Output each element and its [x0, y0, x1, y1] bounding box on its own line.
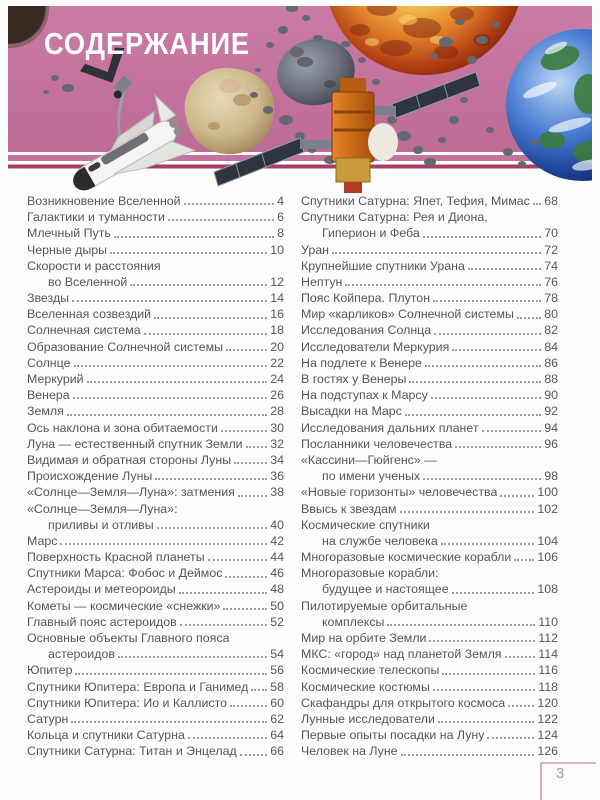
- toc-entry: [27, 582, 284, 598]
- dot-leader: [514, 559, 534, 561]
- toc-entry-page: 72: [544, 242, 558, 257]
- toc-entry: [301, 711, 558, 727]
- toc-entry-page: 26: [270, 388, 284, 403]
- dot-leader: [251, 689, 267, 691]
- toc-entry: [27, 193, 284, 209]
- toc-entry: [27, 242, 284, 258]
- toc-entry-page: 70: [544, 226, 558, 241]
- toc-entry: [27, 420, 284, 436]
- dot-leader: [387, 624, 535, 626]
- toc-entry: [27, 695, 284, 711]
- toc-entry-title: Солнечная система: [27, 323, 141, 338]
- toc-entry-title: Ось наклона и зона обитаемости: [27, 420, 218, 435]
- toc-entry-title: Кометы — космические «снежки»: [27, 598, 221, 613]
- toc-entry: [27, 371, 284, 387]
- toc-entry: [27, 452, 284, 468]
- toc-entry-title: Образование Солнечной системы: [27, 339, 224, 354]
- toc-entry-page: 74: [544, 258, 558, 273]
- toc-entry-title: Скорости и расстояния: [27, 258, 161, 273]
- toc-entry-title: Спутники Юпитера: Европа и Ганимед: [27, 679, 249, 694]
- toc-entry-page: 94: [544, 420, 558, 435]
- toc-entry-title: «Кассини—Гюйгенс» —: [301, 452, 437, 467]
- toc-entry-title: по имени ученых: [322, 469, 421, 484]
- toc-entry-title: Мир «карликов» Солнечной системы: [301, 307, 514, 322]
- toc-entry: [301, 193, 558, 209]
- toc-entry-page: 122: [537, 711, 558, 726]
- toc-entry: [301, 387, 558, 403]
- toc-entry-page: 58: [270, 679, 284, 694]
- toc-entry-page: 68: [544, 193, 558, 208]
- toc-entry-title: Гиперион и Феба: [322, 226, 420, 241]
- toc-entry-title: Черные дыры: [27, 242, 108, 257]
- dot-leader: [517, 317, 541, 319]
- toc-entry: [27, 517, 284, 533]
- toc-entry-title: На подступах к Марсу: [301, 388, 428, 403]
- toc-entry-title: Космические телескопы: [301, 663, 440, 678]
- toc-entry-page: 56: [270, 663, 284, 678]
- dot-leader: [110, 252, 267, 254]
- toc-entry-page: 4: [277, 193, 284, 208]
- toc-entry: [301, 614, 558, 630]
- toc-entry: [27, 468, 284, 484]
- toc-entry: [27, 436, 284, 452]
- toc-entry: [27, 549, 284, 565]
- toc-entry: [301, 533, 558, 549]
- dot-leader: [505, 656, 536, 658]
- dot-leader: [184, 203, 274, 205]
- toc-entry-page: 52: [270, 614, 284, 629]
- toc-entry-page: 118: [538, 679, 558, 694]
- toc-entry-page: 76: [544, 274, 558, 289]
- toc-entry-title: Крупнейшие спутники Урана: [301, 258, 465, 273]
- dot-leader: [180, 624, 268, 626]
- toc-entry-page: 116: [538, 663, 558, 678]
- toc-entry: [301, 484, 558, 500]
- toc-entry-title: Лунные исследователи: [301, 711, 435, 726]
- toc-entry-title: Астероиды и метеороиды: [27, 582, 176, 597]
- toc-entry-page: 64: [270, 728, 284, 743]
- dot-leader: [405, 414, 541, 416]
- toc-entry-page: 16: [270, 307, 284, 322]
- toc-entry: [27, 533, 284, 549]
- toc-entry: [301, 743, 558, 759]
- toc-entry-page: 44: [270, 550, 284, 565]
- toc-entry-title: Млечный Путь: [27, 226, 111, 241]
- dot-leader: [433, 689, 535, 691]
- toc-entry-page: 14: [270, 291, 284, 306]
- dot-leader: [157, 527, 268, 529]
- toc-entry-title: На подлете к Венере: [301, 355, 422, 370]
- toc-entry: [301, 371, 558, 387]
- dot-leader: [533, 203, 541, 205]
- dot-leader: [423, 478, 541, 480]
- page-number: 3: [555, 765, 565, 782]
- toc-entry: [27, 323, 284, 339]
- dot-leader: [400, 511, 535, 513]
- toc-entry-page: 46: [270, 566, 284, 581]
- toc-entry-page: 112: [538, 631, 558, 646]
- toc-entry: [301, 517, 558, 533]
- toc-entry-title: Мир на орбите Земли: [301, 631, 427, 646]
- toc-entry: [301, 630, 558, 646]
- toc-entry-page: 34: [270, 452, 284, 467]
- dot-leader: [487, 737, 534, 739]
- dot-leader: [452, 592, 535, 594]
- toc-entry: [301, 225, 558, 241]
- toc-entry-title: Высадки на Марс: [301, 404, 402, 419]
- dot-leader: [114, 236, 274, 238]
- toc-entry-title: Происхождение Луны: [27, 469, 153, 484]
- dot-leader: [71, 721, 267, 723]
- toc-entry: [27, 274, 284, 290]
- toc-entry: [301, 306, 558, 322]
- dot-leader: [73, 397, 268, 399]
- toc-entry: [27, 209, 284, 225]
- toc-entry-title: приливы и отливы: [48, 517, 154, 532]
- toc-entry-title: Космические спутники: [301, 517, 430, 532]
- toc-entry-title: Вселенная созвездий: [27, 307, 152, 322]
- toc-entry-title: Возникновение Вселенной: [27, 193, 181, 208]
- toc-entry-title: Спутники Сатурна: Титан и Энцелад: [27, 744, 237, 759]
- toc-entry: [301, 258, 558, 274]
- toc-entry-page: 12: [270, 274, 284, 289]
- toc-entry-title: Уран: [301, 242, 329, 257]
- dot-leader: [87, 381, 268, 383]
- toc-entry-page: 8: [277, 226, 284, 241]
- toc-entry-title: Исследования Солнца: [301, 323, 432, 338]
- dot-leader: [144, 333, 268, 335]
- dot-leader: [401, 754, 535, 756]
- toc-column-right: [301, 193, 558, 760]
- toc-entry: [27, 727, 284, 743]
- toc-entry: [27, 743, 284, 759]
- dot-leader: [118, 656, 267, 658]
- dot-leader: [230, 705, 267, 707]
- dot-leader: [221, 430, 267, 432]
- toc-entry-page: 62: [270, 711, 284, 726]
- toc-entry-title: Галактики и туманности: [27, 210, 165, 225]
- toc-entry-page: 106: [537, 550, 558, 565]
- toc-entry-title: Поверхность Красной планеты: [27, 550, 205, 565]
- dot-leader: [429, 640, 535, 642]
- toc-entry-title: Земля: [27, 404, 64, 419]
- dot-leader: [438, 721, 534, 723]
- toc-entry-title: Марс: [27, 533, 58, 548]
- dot-leader: [74, 365, 268, 367]
- toc-entry-title: Основные объекты Главного пояса: [27, 631, 230, 646]
- toc-entry-page: 38: [270, 485, 284, 500]
- toc-entry-title: комплексы: [322, 614, 385, 629]
- toc-entry-title: Космические костюмы: [301, 679, 430, 694]
- toc-entry: [301, 582, 558, 598]
- dot-leader: [225, 576, 267, 578]
- toc-entry: [27, 646, 284, 662]
- toc-entry-title: В гостях у Венеры: [301, 372, 407, 387]
- toc-entry-page: 32: [270, 436, 284, 451]
- toc-entry: [301, 598, 558, 614]
- toc-entry: [301, 679, 558, 695]
- toc-entry-page: 86: [544, 355, 558, 370]
- toc-entry-page: 92: [544, 404, 558, 419]
- toc-entry-title: Спутники Марса: Фобос и Деймос: [27, 566, 223, 581]
- dot-leader: [409, 381, 541, 383]
- toc-entry-page: 96: [544, 436, 558, 451]
- toc-entry: [301, 242, 558, 258]
- toc-entry: [27, 484, 284, 500]
- toc-entry-title: Пилотируемые орбитальные: [301, 598, 468, 613]
- dot-leader: [72, 300, 267, 302]
- toc-entry: [301, 646, 558, 662]
- toc-entry-title: Юпитер: [27, 663, 73, 678]
- dot-leader: [130, 284, 267, 286]
- toc-entry: [301, 323, 558, 339]
- toc-entry: [27, 630, 284, 646]
- toc-entry-title: Исследования дальних планет: [301, 420, 479, 435]
- toc-entry-title: Кольца и спутники Сатурна: [27, 728, 185, 743]
- toc-entry-title: «Солнце—Земля—Луна»:: [27, 501, 178, 516]
- toc-entry-title: Многоразовые корабли:: [301, 566, 439, 581]
- toc-entry: [27, 225, 284, 241]
- toc-entry-title: Главный пояс астероидов: [27, 614, 177, 629]
- toc-entry-page: 126: [537, 744, 558, 759]
- dot-leader: [60, 543, 267, 545]
- toc-entry-title: Исследователи Меркурия: [301, 339, 450, 354]
- toc-entry: [301, 549, 558, 565]
- toc-entry: [27, 387, 284, 403]
- dot-leader: [155, 478, 267, 480]
- dot-leader: [75, 673, 267, 675]
- toc-entry: [27, 258, 284, 274]
- toc-entry-title: Спутники Юпитера: Ио и Каллисто: [27, 695, 228, 710]
- toc-entry: [27, 306, 284, 322]
- dot-leader: [434, 333, 541, 335]
- dot-leader: [179, 592, 268, 594]
- toc-entry-page: 36: [270, 469, 284, 484]
- toc-entry-page: 78: [544, 291, 558, 306]
- dot-leader: [238, 495, 267, 497]
- toc-entry-title: астероидов: [48, 647, 115, 662]
- toc-entry-title: Луна — естественный спутник Земли: [27, 436, 243, 451]
- toc-entry: [27, 501, 284, 517]
- dot-leader: [433, 300, 541, 302]
- table-of-contents: [27, 193, 558, 760]
- dot-leader: [508, 705, 534, 707]
- toc-entry-title: Первые опыты посадки на Луну: [301, 728, 485, 743]
- toc-entry: [301, 420, 558, 436]
- toc-entry: [27, 679, 284, 695]
- toc-entry-page: 24: [270, 372, 284, 387]
- toc-entry: [301, 290, 558, 306]
- dot-leader: [240, 754, 267, 756]
- toc-entry: [27, 355, 284, 371]
- toc-entry-title: Многоразовые космические корабли: [301, 550, 512, 565]
- toc-entry: [27, 711, 284, 727]
- toc-entry: [27, 614, 284, 630]
- asteroid-beige-image: [185, 68, 274, 154]
- toc-entry-page: 42: [270, 533, 284, 548]
- toc-entry-title: Видимая и обратная стороны Луны: [27, 452, 232, 467]
- toc-entry-title: Звезды: [27, 291, 70, 306]
- toc-entry-title: Меркурий: [27, 372, 84, 387]
- dot-leader: [226, 349, 267, 351]
- toc-entry-page: 84: [544, 339, 558, 354]
- toc-entry-title: Посланники человечества: [301, 436, 453, 451]
- dot-leader: [425, 365, 541, 367]
- toc-entry: [301, 662, 558, 678]
- toc-entry-title: «Новые горизонты» человечества: [301, 485, 498, 500]
- dot-leader: [223, 608, 267, 610]
- toc-entry: [27, 662, 284, 678]
- toc-entry-page: 50: [270, 598, 284, 613]
- toc-entry-page: 54: [270, 647, 284, 662]
- toc-entry-page: 110: [538, 614, 558, 629]
- toc-entry: [301, 452, 558, 468]
- toc-entry-title: Ввысь к звездам: [301, 501, 397, 516]
- toc-entry-page: 80: [544, 307, 558, 322]
- toc-entry-page: 48: [270, 582, 284, 597]
- dot-leader: [246, 446, 268, 448]
- toc-entry-page: 82: [544, 323, 558, 338]
- dot-leader: [234, 462, 267, 464]
- toc-entry: [27, 565, 284, 581]
- toc-entry-title: Человек на Луне: [301, 744, 398, 759]
- toc-entry-page: 102: [537, 501, 558, 516]
- dot-leader: [208, 559, 268, 561]
- toc-entry-page: 66: [270, 744, 284, 759]
- toc-entry-title: на службе человека: [322, 533, 438, 548]
- toc-entry-page: 60: [270, 695, 284, 710]
- toc-entry-title: Спутники Сатурна: Рея и Диона,: [301, 210, 488, 225]
- toc-entry-page: 108: [537, 582, 558, 597]
- toc-entry-title: Спутники Сатурна: Япет, Тефия, Мимас: [301, 193, 530, 208]
- toc-entry-page: 124: [537, 728, 558, 743]
- toc-entry: [301, 436, 558, 452]
- toc-entry-title: «Солнце—Земля—Луна»: затмения: [27, 485, 235, 500]
- toc-entry: [301, 403, 558, 419]
- toc-entry: [301, 565, 558, 581]
- toc-entry-page: 40: [270, 517, 284, 532]
- toc-entry: [301, 501, 558, 517]
- toc-entry: [301, 209, 558, 225]
- toc-entry-title: Пояс Койпера. Плутон: [301, 291, 431, 306]
- dot-leader: [332, 252, 541, 254]
- toc-entry-title: во Вселенной: [48, 274, 128, 289]
- dot-leader: [423, 236, 541, 238]
- toc-entry-page: 120: [537, 695, 558, 710]
- dot-leader: [441, 543, 535, 545]
- toc-entry-page: 100: [537, 485, 558, 500]
- dot-leader: [154, 317, 267, 319]
- toc-entry: [301, 355, 558, 371]
- toc-entry-title: Венера: [27, 388, 70, 403]
- toc-entry-page: 28: [270, 404, 284, 419]
- toc-entry-title: МКС: «город» над планетой Земля: [301, 647, 502, 662]
- toc-entry-title: Нептун: [301, 274, 343, 289]
- toc-entry-title: будущее и настоящее: [322, 582, 449, 597]
- toc-entry-page: 30: [270, 420, 284, 435]
- dot-leader: [442, 673, 535, 675]
- dot-leader: [168, 219, 274, 221]
- toc-entry-page: 88: [544, 372, 558, 387]
- toc-entry-page: 20: [270, 339, 284, 354]
- toc-entry-title: Солнце: [27, 355, 71, 370]
- dot-leader: [468, 268, 541, 270]
- dot-leader: [188, 737, 267, 739]
- dot-leader: [455, 446, 541, 448]
- dot-leader: [431, 397, 541, 399]
- toc-entry-title: Сатурн: [27, 711, 69, 726]
- toc-entry-title: Скафандры для открытого космоса: [301, 695, 506, 710]
- toc-entry-page: 90: [544, 388, 558, 403]
- toc-entry: [27, 290, 284, 306]
- dot-leader: [67, 414, 267, 416]
- toc-entry-page: 22: [270, 355, 284, 370]
- dot-leader: [482, 430, 542, 432]
- toc-entry: [27, 339, 284, 355]
- toc-entry: [27, 403, 284, 419]
- toc-entry: [301, 274, 558, 290]
- toc-entry-page: 10: [270, 242, 284, 257]
- toc-entry: [27, 598, 284, 614]
- toc-entry: [301, 695, 558, 711]
- dot-leader: [345, 284, 541, 286]
- page-title: СОДЕРЖАНИЕ: [44, 26, 251, 61]
- toc-entry-page: 98: [544, 469, 558, 484]
- toc-column-left: [27, 193, 284, 760]
- toc-entry-page: 18: [270, 323, 284, 338]
- toc-entry-page: 104: [537, 533, 558, 548]
- toc-entry: [301, 727, 558, 743]
- dot-leader: [452, 349, 541, 351]
- toc-entry: [301, 468, 558, 484]
- dot-leader: [500, 495, 534, 497]
- toc-entry-page: 114: [538, 647, 558, 662]
- toc-entry-page: 6: [277, 210, 284, 225]
- toc-entry: [301, 339, 558, 355]
